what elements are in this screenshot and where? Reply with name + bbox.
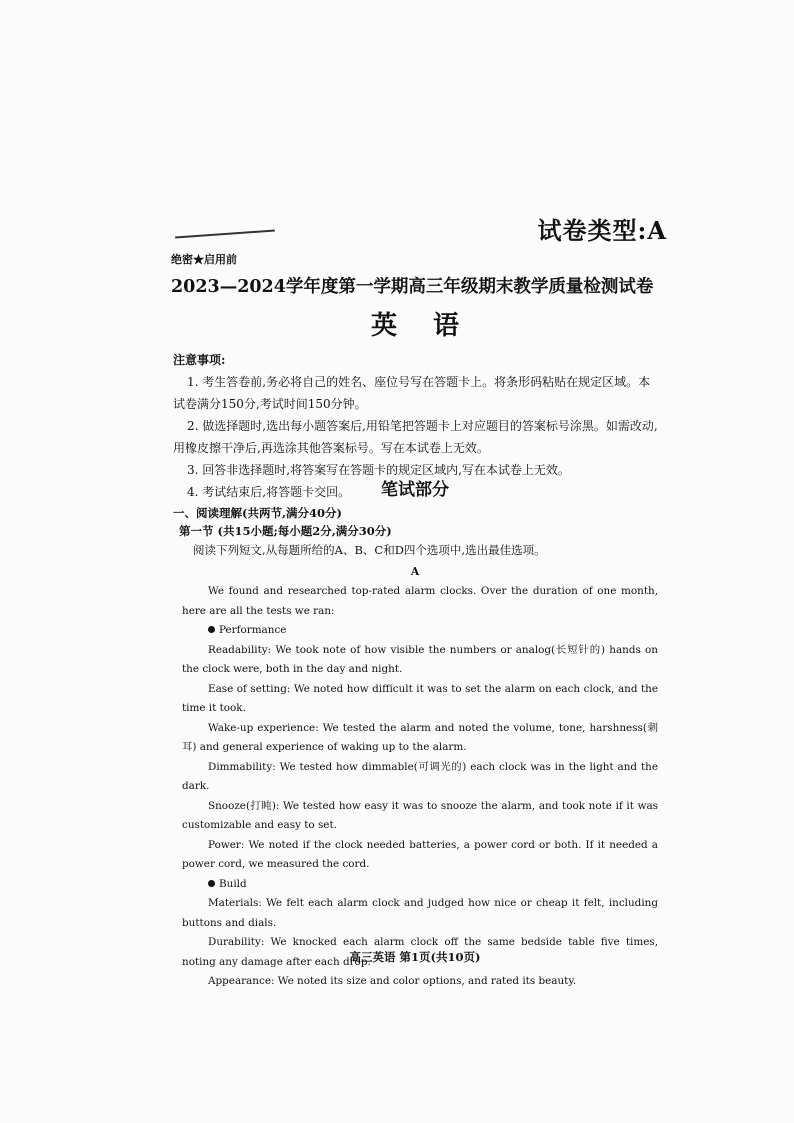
performance-item: Wake-up experience: We tested the alarm and noted the volume, tone, harshness(刺耳) and general experience of waking up to the alarm. xyxy=(182,721,658,753)
secret-mark: 绝密★启用前 xyxy=(171,253,237,266)
notes-heading: 注意事项: xyxy=(173,353,226,367)
performance-item: Dimmability: We tested how dimmable(可调光的) each clock was in the light and the dark. xyxy=(182,760,658,792)
instruction-text: 阅读下列短文,从每题所给的A、B、C和D四个选项中,选出最佳选项。 xyxy=(193,543,546,557)
bullet-icon xyxy=(208,626,215,633)
build-heading xyxy=(182,875,658,895)
subpart-heading: 第一节 (共15小题;每小题2分,满分30分) xyxy=(179,524,392,538)
passage-intro: We found and researched top-rated alarm clocks. Over the duration of one month, here are all the tests we ran: xyxy=(182,585,658,617)
performance-item: Readability: We took note of how visible the numbers or analog(长短针的) hands on the clock were, both in the day and night. xyxy=(182,643,658,675)
note-item: 3. 回答非选择题时,将答案写在答题卡的规定区域内,写在本试卷上无效。 xyxy=(187,463,570,477)
build-item: Materials: We felt each alarm clock and judged how nice or cheap it felt, including buttons and dials. xyxy=(182,897,658,929)
pen-scribble xyxy=(175,230,275,239)
passage-letter: A xyxy=(410,565,420,578)
section-title: 笔试部分 xyxy=(381,480,449,500)
performance-item: Snooze(打盹): We tested how easy it was to snooze the alarm, and took note if it was customizable and easy to set. xyxy=(182,799,658,831)
build-item: Durability: We knocked each alarm clock off the same bedside table five times, noting any damage after each drop. xyxy=(182,936,658,968)
performance-heading xyxy=(182,621,658,641)
bullet-icon xyxy=(208,880,215,887)
note-item: 1. 考生答卷前,务必将自己的姓名、座位号写在答题卡上。将条形码粘贴在规定区域。本试卷满分150分,考试时间150分钟。 xyxy=(173,375,651,411)
subject-title: 英语 xyxy=(370,311,495,341)
part-heading: 一、阅读理解(共两节,满分40分) xyxy=(173,506,342,520)
passage-body xyxy=(182,582,658,992)
performance-item: Power: We noted if the clock needed batteries, a power cord or both. If it needed a power cord, we measured the cord. xyxy=(182,838,658,870)
performance-heading-text: Performance xyxy=(219,624,287,636)
note-item: 4. 考试结束后,将答题卡交回。 xyxy=(187,485,351,499)
page-footer: 高三英语 第1页(共10页) xyxy=(349,950,481,964)
build-heading-text: Build xyxy=(219,877,247,890)
build-item: Appearance: We noted its size and color options, and rated its beauty. xyxy=(208,975,577,987)
exam-title: 2023—2024学年度第一学期高三年级期末教学质量检测试卷 xyxy=(171,277,654,297)
performance-item: Ease of setting: We noted how difficult it was to set the alarm on each clock, and the time it took. xyxy=(182,682,658,714)
note-item: 2. 做选择题时,选出每小题答案后,用铅笔把答题卡上对应题目的答案标号涂黑。如需改动,用橡皮擦干净后,再选涂其他答案标号。写在本试卷上无效。 xyxy=(173,419,658,455)
exam-type-label: 试卷类型:A xyxy=(537,216,667,245)
